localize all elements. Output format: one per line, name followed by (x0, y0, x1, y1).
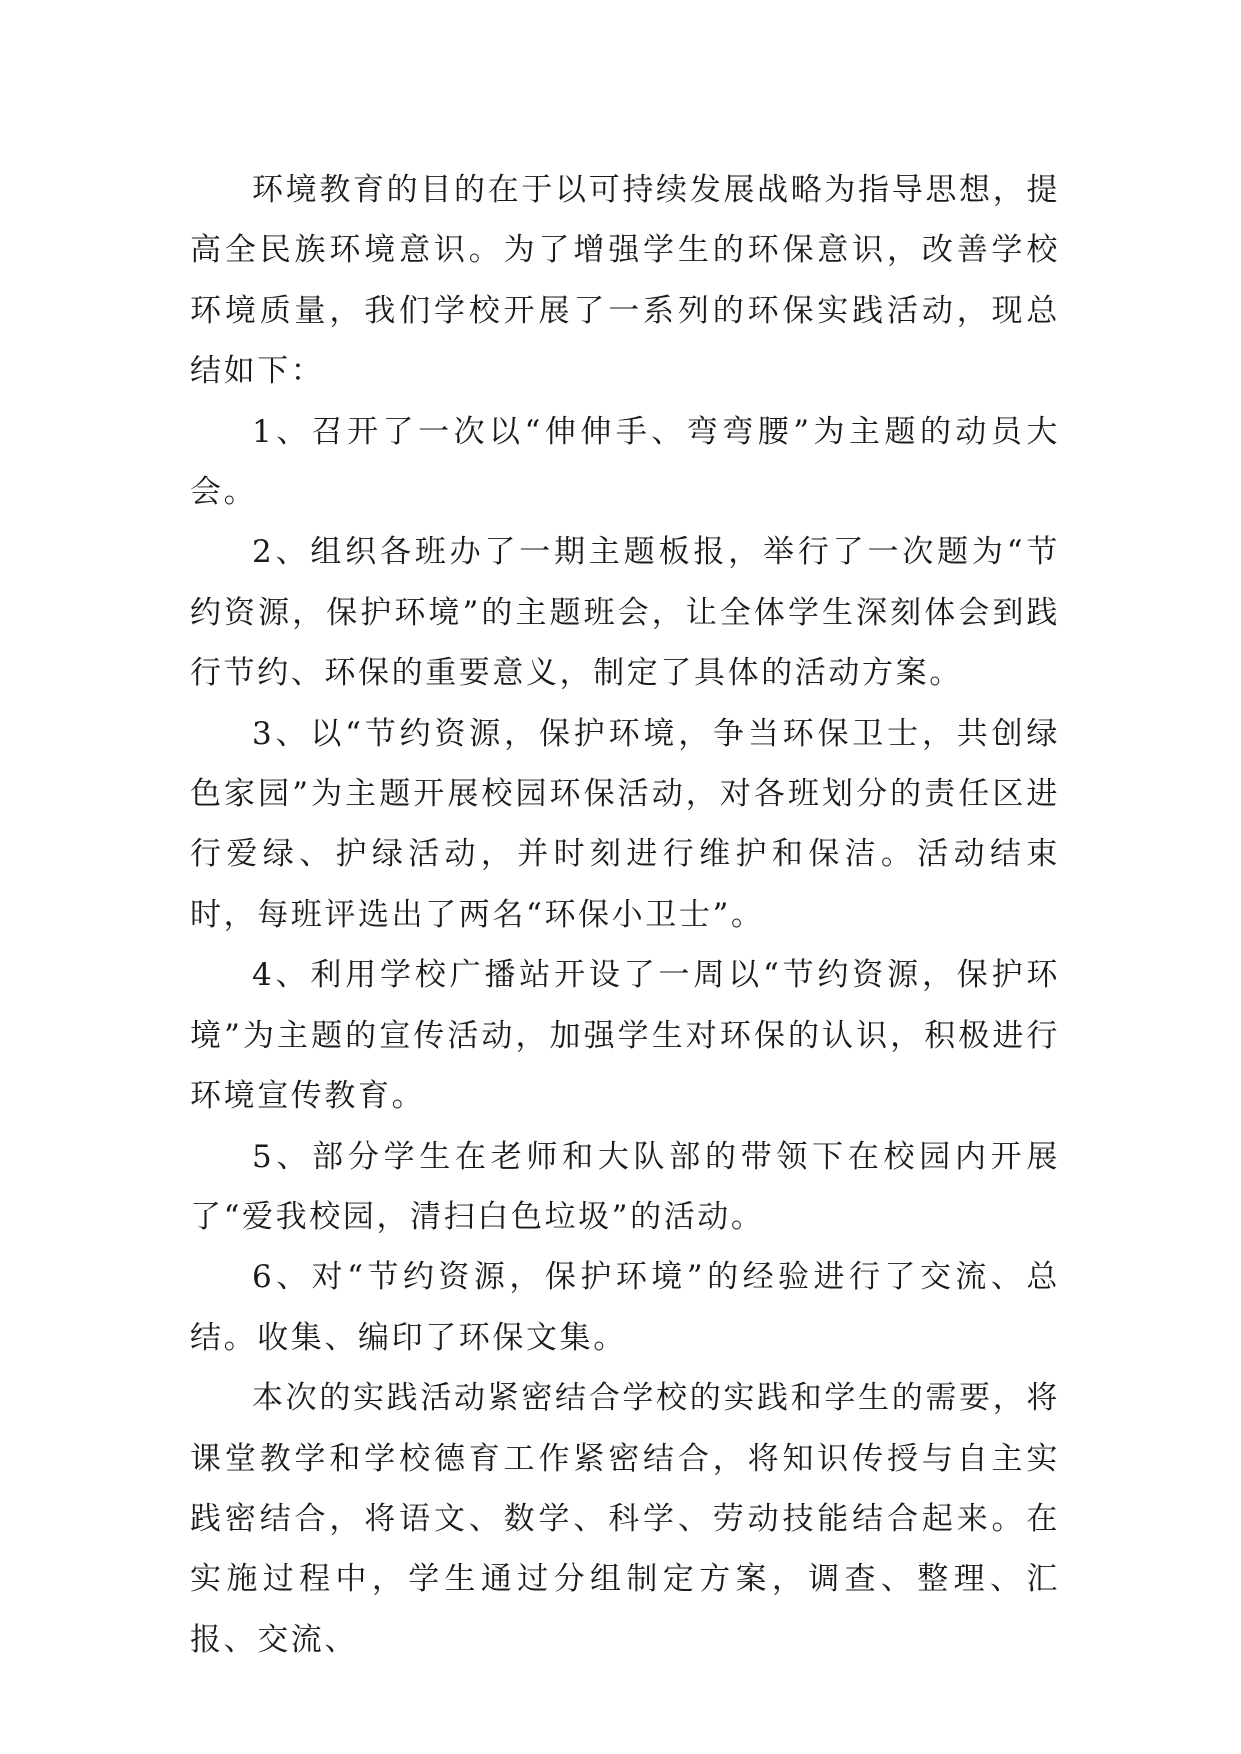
paragraph-summary: 本次的实践活动紧密结合学校的实践和学生的需要，将课堂教学和学校德育工作紧密结合，将知识传授与自主实践密结合，将语文、数学、科学、劳动技能结合起来。在实施过程中，学生通过分组制定方案，调查、整理、汇报、交流、 (190, 1380, 1060, 1658)
paragraph-item-3: 3、以“节约资源，保护环境，争当环保卫士，共创绿色家园”为主题开展校园环保活动，对各班划分的责任区进行爱绿、护绿活动，并时刻进行维护和保洁。活动结束时，每班评选出了两名“环保小卫士”。 (190, 715, 1060, 933)
paragraph-item-4: 4、利用学校广播站开设了一周以“节约资源，保护环境”为主题的宣传活动，加强学生对环保的认识，积极进行环境宣传教育。 (190, 957, 1060, 1115)
paragraph-item-6: 6、对“节约资源，保护环境”的经验进行了交流、总结。收集、编印了环保文集。 (190, 1259, 1060, 1356)
paragraph-intro: 环境教育的目的在于以可持续发展战略为指导思想，提高全民族环境意识。为了增强学生的环保意识，改善学校环境质量，我们学校开展了一系列的环保实践活动，现总结如下： (190, 172, 1060, 390)
document-body (190, 160, 1060, 1670)
paragraph-item-5: 5、部分学生在老师和大队部的带领下在校园内开展了“爱我校园，清扫白色垃圾”的活动。 (190, 1138, 1060, 1235)
paragraph-item-1: 1、召开了一次以“伸伸手、弯弯腰”为主题的动员大会。 (190, 413, 1060, 511)
paragraph-item-2: 2、组织各班办了一期主题板报，举行了一次题为“节约资源，保护环境”的主题班会，让全体学生深刻体会到践行节约、环保的重要意义，制定了具体的活动方案。 (190, 534, 1060, 692)
